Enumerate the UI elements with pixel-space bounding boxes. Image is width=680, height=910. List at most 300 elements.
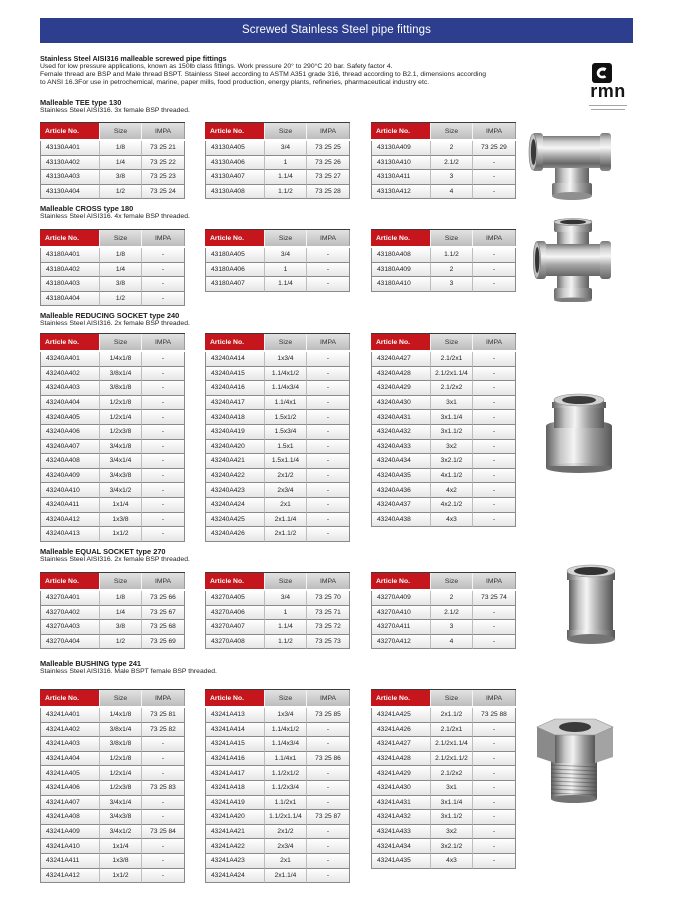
table-row — [205, 635, 350, 650]
table-row — [371, 141, 516, 156]
size-cell: 1/2 — [100, 635, 142, 650]
article-number-cell: 43270A412 — [371, 635, 431, 650]
size-cell: 3/4x3/8 — [100, 469, 142, 484]
size-cell: 3/8 — [100, 620, 142, 635]
article-number-cell: 43241A413 — [205, 708, 265, 723]
table-header-row — [40, 122, 185, 139]
size-cell: 1.1/2x1 — [265, 796, 307, 811]
article-number-cell: 43240A402 — [40, 367, 100, 382]
tee-section-title: Malleable TEE type 130 — [40, 98, 122, 107]
article-number-cell: 43240A437 — [371, 498, 431, 513]
article-number-cell: 43270A406 — [205, 606, 265, 621]
article-number-cell: 43270A410 — [371, 606, 431, 621]
table-row — [205, 352, 350, 367]
size-cell: 2x1 — [265, 498, 307, 513]
size-cell: 2x1.1/2 — [265, 527, 307, 542]
table-row — [40, 620, 185, 635]
size-cell: 1.1/4x1 — [265, 752, 307, 767]
table-row — [371, 454, 516, 469]
impa-cell: - — [142, 352, 185, 367]
impa-cell: - — [307, 513, 350, 528]
impa-cell: - — [142, 381, 185, 396]
reducing-socket-table-1 — [40, 333, 185, 542]
column-header-impa: IMPA — [473, 573, 516, 589]
table-row — [371, 796, 516, 811]
article-number-cell: 43240A415 — [205, 367, 265, 382]
table-row — [205, 185, 350, 200]
table-row — [40, 723, 185, 738]
table-row — [371, 440, 516, 455]
article-number-cell: 43270A402 — [40, 606, 100, 621]
column-header-size: Size — [431, 334, 473, 350]
table-row — [40, 498, 185, 513]
article-number-cell: 43240A433 — [371, 440, 431, 455]
tee-table-1 — [40, 122, 185, 199]
reducing-socket-section-subtitle: Stainless Steel AISI316. 2x female BSP threaded. — [40, 320, 190, 327]
article-number-cell: 43241A434 — [371, 839, 431, 854]
bushing-table-3 — [371, 689, 516, 869]
size-cell: 3x1.1/2 — [431, 810, 473, 825]
size-cell: 3 — [431, 620, 473, 635]
impa-cell: - — [142, 292, 185, 307]
impa-cell: - — [142, 839, 185, 854]
size-cell: 1 — [265, 263, 307, 278]
article-number-cell: 43130A412 — [371, 185, 431, 200]
impa-cell: 73 25 25 — [307, 141, 350, 156]
size-cell: 1/4 — [100, 263, 142, 278]
column-header-impa: IMPA — [307, 690, 350, 706]
impa-cell: - — [307, 469, 350, 484]
size-cell: 1.1/4x3/4 — [265, 381, 307, 396]
article-number-cell: 43270A401 — [40, 591, 100, 606]
table-row — [40, 185, 185, 200]
size-cell: 1.1/4x1/2 — [265, 367, 307, 382]
equal-socket-table-2 — [205, 572, 350, 649]
article-number-cell: 43270A408 — [205, 635, 265, 650]
article-number-cell: 43240A404 — [40, 396, 100, 411]
article-number-cell: 43130A406 — [205, 156, 265, 171]
size-cell: 1x1/2 — [100, 869, 142, 884]
size-cell: 1/2x1/4 — [100, 766, 142, 781]
impa-cell: - — [307, 737, 350, 752]
table-header-row — [371, 689, 516, 706]
logo-fine-print — [591, 109, 625, 110]
column-header-article: Article No. — [371, 123, 431, 139]
impa-cell: 73 25 23 — [142, 170, 185, 185]
size-cell: 1x3/4 — [265, 708, 307, 723]
article-number-cell: 43130A401 — [40, 141, 100, 156]
article-number-cell: 43240A422 — [205, 469, 265, 484]
logo-fine-print — [589, 105, 627, 106]
size-cell: 1.5x1 — [265, 440, 307, 455]
article-number-cell: 43130A408 — [205, 185, 265, 200]
table-row — [40, 708, 185, 723]
impa-cell: - — [473, 263, 516, 278]
article-number-cell: 43180A406 — [205, 263, 265, 278]
impa-cell: - — [307, 367, 350, 382]
size-cell: 2x3/4 — [265, 483, 307, 498]
size-cell: 2.1/2x1 — [431, 352, 473, 367]
table-header-row — [40, 689, 185, 706]
reducing-socket-table-2 — [205, 333, 350, 542]
impa-cell: 73 25 28 — [307, 185, 350, 200]
impa-cell: - — [142, 440, 185, 455]
size-cell: 1/4x1/8 — [100, 708, 142, 723]
size-cell: 1.1/4 — [265, 277, 307, 292]
cross-table-1 — [40, 229, 185, 306]
impa-cell: - — [142, 854, 185, 869]
impa-cell: - — [473, 825, 516, 840]
table-row — [40, 292, 185, 307]
table-row — [40, 248, 185, 263]
column-header-impa: IMPA — [307, 230, 350, 246]
table-row — [205, 620, 350, 635]
table-row — [371, 766, 516, 781]
impa-cell: - — [307, 381, 350, 396]
impa-cell: 73 25 22 — [142, 156, 185, 171]
table-row — [205, 606, 350, 621]
impa-cell: 73 25 83 — [142, 781, 185, 796]
size-cell: 4 — [431, 635, 473, 650]
impa-cell: 73 25 21 — [142, 141, 185, 156]
size-cell: 1/8 — [100, 248, 142, 263]
table-row — [40, 796, 185, 811]
table-row — [371, 708, 516, 723]
table-row — [205, 708, 350, 723]
impa-cell: - — [142, 810, 185, 825]
impa-cell: 73 25 29 — [473, 141, 516, 156]
article-number-cell: 43240A401 — [40, 352, 100, 367]
column-header-size: Size — [100, 334, 142, 350]
size-cell: 4x3 — [431, 513, 473, 528]
table-row — [40, 396, 185, 411]
table-row — [205, 381, 350, 396]
table-row — [40, 469, 185, 484]
impa-cell: - — [307, 454, 350, 469]
column-header-size: Size — [431, 123, 473, 139]
size-cell: 3x2.1/2 — [431, 839, 473, 854]
impa-cell: - — [307, 825, 350, 840]
table-row — [205, 810, 350, 825]
table-row — [205, 141, 350, 156]
article-number-cell: 43180A401 — [40, 248, 100, 263]
column-header-impa: IMPA — [142, 334, 185, 350]
size-cell: 2 — [431, 263, 473, 278]
section-heading — [40, 660, 440, 676]
impa-cell: 73 25 24 — [142, 185, 185, 200]
article-number-cell: 43240A419 — [205, 425, 265, 440]
size-cell: 4x2 — [431, 483, 473, 498]
impa-cell: - — [307, 498, 350, 513]
size-cell: 1/2x3/8 — [100, 425, 142, 440]
cross-section-subtitle: Stainless Steel AISI316. 4x female BSP threaded. — [40, 213, 190, 220]
article-number-cell: 43241A418 — [205, 781, 265, 796]
impa-cell: - — [142, 869, 185, 884]
table-row — [371, 723, 516, 738]
size-cell: 1/4 — [100, 156, 142, 171]
reducing-socket-section-title: Malleable REDUCING SOCKET type 240 — [40, 311, 180, 320]
section-heading — [40, 312, 440, 328]
table-row — [371, 410, 516, 425]
impa-cell: - — [142, 527, 185, 542]
table-header-row — [40, 229, 185, 246]
table-row — [205, 781, 350, 796]
table-header-row — [371, 122, 516, 139]
table-row — [205, 796, 350, 811]
column-header-size: Size — [265, 573, 307, 589]
article-number-cell: 43240A431 — [371, 410, 431, 425]
table-row — [40, 141, 185, 156]
article-number-cell: 43240A410 — [40, 483, 100, 498]
impa-cell: - — [473, 367, 516, 382]
column-header-impa: IMPA — [142, 573, 185, 589]
table-row — [205, 513, 350, 528]
article-number-cell: 43241A435 — [371, 854, 431, 869]
article-number-cell: 43241A429 — [371, 766, 431, 781]
article-number-cell: 43240A407 — [40, 440, 100, 455]
article-number-cell: 43241A425 — [371, 708, 431, 723]
article-number-cell: 43241A431 — [371, 796, 431, 811]
impa-cell: - — [473, 810, 516, 825]
article-number-cell: 43240A418 — [205, 410, 265, 425]
size-cell: 2x3/4 — [265, 839, 307, 854]
size-cell: 2x1 — [265, 854, 307, 869]
table-row — [205, 425, 350, 440]
article-number-cell: 43130A410 — [371, 156, 431, 171]
table-row — [205, 396, 350, 411]
article-number-cell: 43241A407 — [40, 796, 100, 811]
size-cell: 2.1/2x2 — [431, 381, 473, 396]
column-header-article: Article No. — [205, 573, 265, 589]
article-number-cell: 43180A405 — [205, 248, 265, 263]
impa-cell: 73 25 81 — [142, 708, 185, 723]
article-number-cell: 43241A409 — [40, 825, 100, 840]
size-cell: 3 — [431, 170, 473, 185]
impa-cell: 73 25 73 — [307, 635, 350, 650]
size-cell: 3/8 — [100, 277, 142, 292]
rmn-logo-icon — [592, 63, 612, 83]
impa-cell: 73 25 68 — [142, 620, 185, 635]
reducing-socket-image — [543, 392, 615, 474]
column-header-size: Size — [431, 230, 473, 246]
tee-table-3 — [371, 122, 516, 199]
article-number-cell: 43130A405 — [205, 141, 265, 156]
impa-cell: - — [473, 469, 516, 484]
impa-cell: 73 25 88 — [473, 708, 516, 723]
impa-cell: - — [307, 869, 350, 884]
size-cell: 1x1/4 — [100, 498, 142, 513]
article-number-cell: 43180A409 — [371, 263, 431, 278]
column-header-size: Size — [100, 573, 142, 589]
impa-cell: - — [307, 839, 350, 854]
impa-cell: - — [473, 156, 516, 171]
impa-cell: 73 25 85 — [307, 708, 350, 723]
article-number-cell: 43241A427 — [371, 737, 431, 752]
column-header-impa: IMPA — [473, 690, 516, 706]
impa-cell: - — [473, 766, 516, 781]
article-number-cell: 43241A416 — [205, 752, 265, 767]
size-cell: 1.1/4x1/2 — [265, 723, 307, 738]
size-cell: 1/2 — [100, 185, 142, 200]
column-header-impa: IMPA — [307, 573, 350, 589]
article-number-cell: 43240A405 — [40, 410, 100, 425]
impa-cell: - — [307, 796, 350, 811]
column-header-impa: IMPA — [307, 334, 350, 350]
impa-cell: - — [142, 248, 185, 263]
size-cell: 1/8 — [100, 591, 142, 606]
table-row — [40, 440, 185, 455]
article-number-cell: 43270A403 — [40, 620, 100, 635]
column-header-size: Size — [265, 123, 307, 139]
table-row — [371, 854, 516, 869]
impa-cell: - — [142, 410, 185, 425]
column-header-article: Article No. — [40, 334, 100, 350]
table-row — [40, 410, 185, 425]
article-number-cell: 43240A417 — [205, 396, 265, 411]
size-cell: 1.5x1.1/4 — [265, 454, 307, 469]
impa-cell: - — [473, 454, 516, 469]
table-row — [205, 766, 350, 781]
article-number-cell: 43241A420 — [205, 810, 265, 825]
impa-cell: - — [307, 248, 350, 263]
size-cell: 3x1.1/4 — [431, 796, 473, 811]
size-cell: 1x1/4 — [100, 839, 142, 854]
table-row — [371, 513, 516, 528]
size-cell: 4 — [431, 185, 473, 200]
cross-fitting-image — [533, 218, 613, 302]
article-number-cell: 43241A408 — [40, 810, 100, 825]
impa-cell: - — [473, 483, 516, 498]
size-cell: 2.1/2x1 — [431, 723, 473, 738]
size-cell: 3/4 — [265, 591, 307, 606]
impa-cell: - — [473, 839, 516, 854]
size-cell: 1/4x1/8 — [100, 352, 142, 367]
impa-cell: - — [307, 425, 350, 440]
table-row — [40, 277, 185, 292]
table-row — [371, 825, 516, 840]
size-cell: 2.1/2 — [431, 156, 473, 171]
bushing-image — [533, 717, 617, 803]
table-header-row — [371, 229, 516, 246]
article-number-cell: 43241A424 — [205, 869, 265, 884]
article-number-cell: 43240A414 — [205, 352, 265, 367]
size-cell: 2x1.1/4 — [265, 869, 307, 884]
table-row — [371, 185, 516, 200]
impa-cell: 73 25 82 — [142, 723, 185, 738]
column-header-size: Size — [100, 230, 142, 246]
impa-cell: - — [142, 469, 185, 484]
table-row — [40, 425, 185, 440]
impa-cell: - — [307, 723, 350, 738]
table-row — [205, 263, 350, 278]
equal-socket-image — [563, 563, 619, 647]
size-cell: 2x1/2 — [265, 825, 307, 840]
article-number-cell: 43241A402 — [40, 723, 100, 738]
impa-cell: - — [307, 410, 350, 425]
size-cell: 1.1/2x1/2 — [265, 766, 307, 781]
article-number-cell: 43241A403 — [40, 737, 100, 752]
article-number-cell: 43240A423 — [205, 483, 265, 498]
table-row — [40, 869, 185, 884]
article-number-cell: 43241A414 — [205, 723, 265, 738]
table-row — [205, 869, 350, 884]
bushing-table-2 — [205, 689, 350, 883]
table-row — [205, 752, 350, 767]
article-number-cell: 43240A408 — [40, 454, 100, 469]
size-cell: 2 — [431, 591, 473, 606]
impa-cell: - — [473, 352, 516, 367]
impa-cell: - — [142, 766, 185, 781]
article-number-cell: 43241A426 — [371, 723, 431, 738]
size-cell: 3x1 — [431, 396, 473, 411]
article-number-cell: 43180A402 — [40, 263, 100, 278]
table-header-row — [205, 572, 350, 589]
intro-block — [40, 55, 582, 87]
table-row — [205, 170, 350, 185]
size-cell: 2.1/2x1.1/2 — [431, 752, 473, 767]
size-cell: 1x3/8 — [100, 854, 142, 869]
impa-cell: - — [307, 781, 350, 796]
table-row — [371, 591, 516, 606]
table-row — [371, 498, 516, 513]
size-cell: 4x3 — [431, 854, 473, 869]
article-number-cell: 43240A403 — [40, 381, 100, 396]
intro-line: to ANSI 16.3For use in petrochemical, marine, paper mills, food production, energy plants, refineries, pharmaceutical industry etc. — [40, 79, 430, 86]
column-header-impa: IMPA — [473, 334, 516, 350]
table-row — [40, 367, 185, 382]
table-row — [371, 156, 516, 171]
column-header-article: Article No. — [205, 690, 265, 706]
impa-cell: - — [142, 483, 185, 498]
equal-socket-section-title: Malleable EQUAL SOCKET type 270 — [40, 547, 166, 556]
size-cell: 1/8 — [100, 141, 142, 156]
size-cell: 3x1 — [431, 781, 473, 796]
table-row — [371, 737, 516, 752]
impa-cell: - — [473, 796, 516, 811]
impa-cell: - — [473, 277, 516, 292]
table-row — [40, 527, 185, 542]
table-row — [40, 635, 185, 650]
article-number-cell: 43241A406 — [40, 781, 100, 796]
table-row — [40, 156, 185, 171]
impa-cell: - — [473, 440, 516, 455]
article-number-cell: 43241A415 — [205, 737, 265, 752]
article-number-cell: 43241A412 — [40, 869, 100, 884]
table-row — [40, 454, 185, 469]
article-number-cell: 43241A432 — [371, 810, 431, 825]
size-cell: 3/4x1/4 — [100, 796, 142, 811]
impa-cell: - — [307, 352, 350, 367]
article-number-cell: 43240A435 — [371, 469, 431, 484]
size-cell: 1.1/4 — [265, 170, 307, 185]
impa-cell: - — [142, 367, 185, 382]
size-cell: 2.1/2 — [431, 606, 473, 621]
article-number-cell: 43270A404 — [40, 635, 100, 650]
table-row — [205, 737, 350, 752]
table-header-row — [371, 333, 516, 350]
article-number-cell: 43241A428 — [371, 752, 431, 767]
table-row — [40, 591, 185, 606]
size-cell: 1/2 — [100, 292, 142, 307]
table-row — [40, 263, 185, 278]
impa-cell: - — [473, 781, 516, 796]
article-number-cell: 43240A434 — [371, 454, 431, 469]
impa-cell: - — [307, 277, 350, 292]
table-row — [205, 854, 350, 869]
impa-cell: 73 25 71 — [307, 606, 350, 621]
size-cell: 1.1/4x3/4 — [265, 737, 307, 752]
logo-wordmark: rmn — [590, 81, 626, 101]
